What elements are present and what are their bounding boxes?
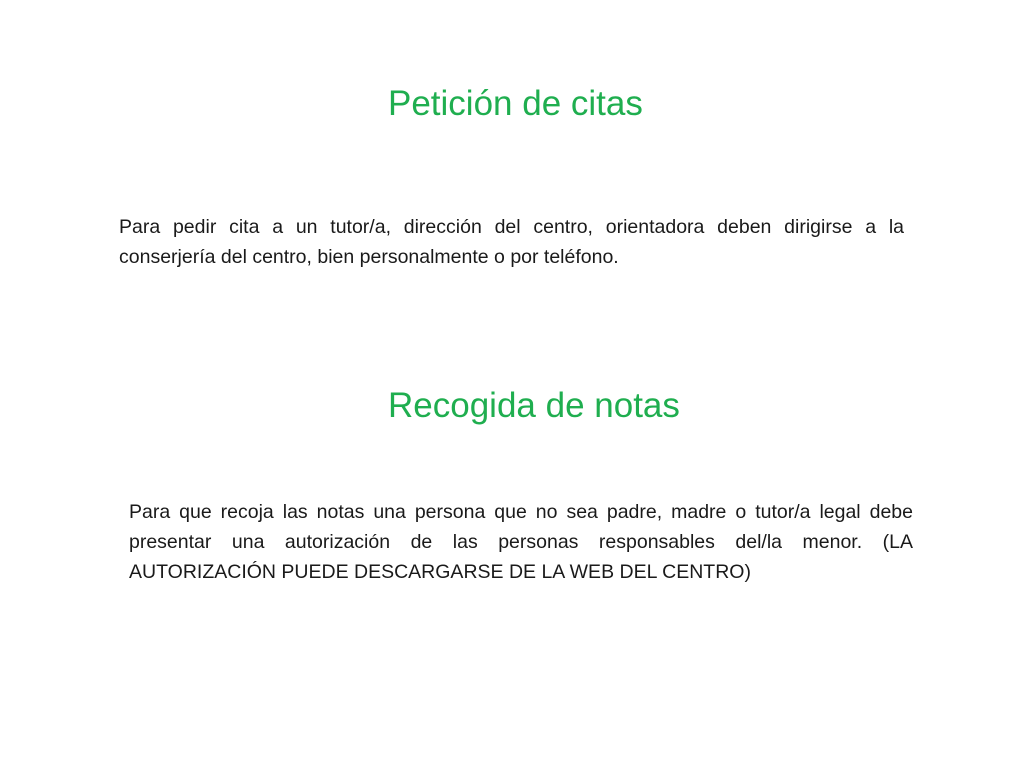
section-title-peticion-citas: Petición de citas xyxy=(388,84,643,123)
section-body-recogida-notas: Para que recoja las notas una persona que no sea padre, madre o tutor/a legal debe presentar una autorización de las personas responsables del/la menor. (LA AUTORIZACIÓN PUEDE DESCARGARSE DE LA WEB DEL CENTRO) xyxy=(129,501,913,583)
section-title-recogida-notas: Recogida de notas xyxy=(388,386,680,425)
section-body-peticion-citas: Para pedir cita a un tutor/a, dirección del centro, orientadora deben dirigirse a la conserjería del centro, bien personalmente o por teléfono. xyxy=(119,216,904,268)
